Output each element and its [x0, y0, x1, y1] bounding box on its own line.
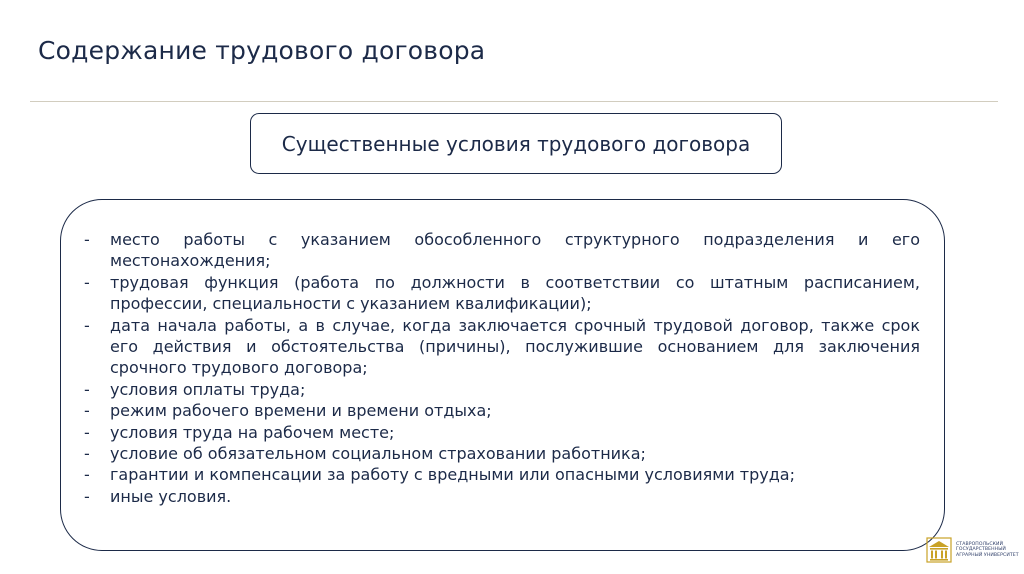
list-item — [84, 315, 920, 379]
list-item — [84, 379, 920, 400]
list-item — [84, 486, 920, 507]
logo-text — [956, 542, 1019, 559]
logo-line: ГОСУДАРСТВЕННЫЙ — [956, 547, 1006, 553]
logo-line: СТАВРОПОЛЬСКИЙ — [956, 541, 1004, 547]
list-item — [84, 272, 920, 315]
heading-box — [250, 113, 782, 174]
dash-bullet: - — [84, 422, 90, 442]
slide-title: Содержание трудового договора — [38, 36, 486, 65]
logo-line: АГРАРНЫЙ УНИВЕРСИТЕТ — [956, 552, 1019, 558]
university-building-icon — [926, 537, 952, 563]
list-item-text: дата начала работы, а в случае, когда заключается срочный трудовой договор, также срок его действия и обстоятельства (причины), послужившие основанием для заключения срочного трудового договора; — [110, 315, 920, 378]
dash-bullet: - — [84, 230, 90, 249]
title-divider — [30, 101, 998, 102]
dash-bullet: - — [84, 444, 90, 464]
dash-bullet: - — [84, 315, 90, 335]
dash-bullet: - — [84, 379, 90, 399]
list-item — [84, 400, 920, 421]
list-item — [84, 422, 920, 443]
list-item-text: гарантии и компенсации за работу с вредными или опасными условиями труда; — [110, 465, 795, 485]
list-item-text: место работы с указанием обособленного структурного подразделения и его местонахождения; — [110, 230, 920, 271]
list-item-text: режим рабочего времени и времени отдыха; — [110, 401, 492, 421]
list-item-text: условия оплаты труда; — [110, 379, 306, 399]
dash-bullet: - — [84, 401, 90, 421]
list-item-text: условия труда на рабочем месте; — [110, 422, 395, 442]
list-item — [84, 443, 920, 464]
conditions-list — [84, 229, 920, 507]
dash-bullet: - — [84, 486, 90, 506]
list-item — [84, 464, 920, 485]
dash-bullet: - — [84, 272, 90, 292]
list-item-text: трудовая функция (работа по должности в соответствии со штатным расписанием, профессии, специальности с указанием квалификации); — [110, 272, 920, 314]
list-item-text: иные условия. — [110, 486, 232, 506]
heading-text: Существенные условия трудового договора — [281, 131, 751, 156]
university-logo — [926, 534, 1019, 566]
dash-bullet: - — [84, 465, 90, 485]
list-item-text: условие об обязательном социальном страховании работника; — [110, 444, 646, 464]
list-item — [84, 229, 920, 272]
